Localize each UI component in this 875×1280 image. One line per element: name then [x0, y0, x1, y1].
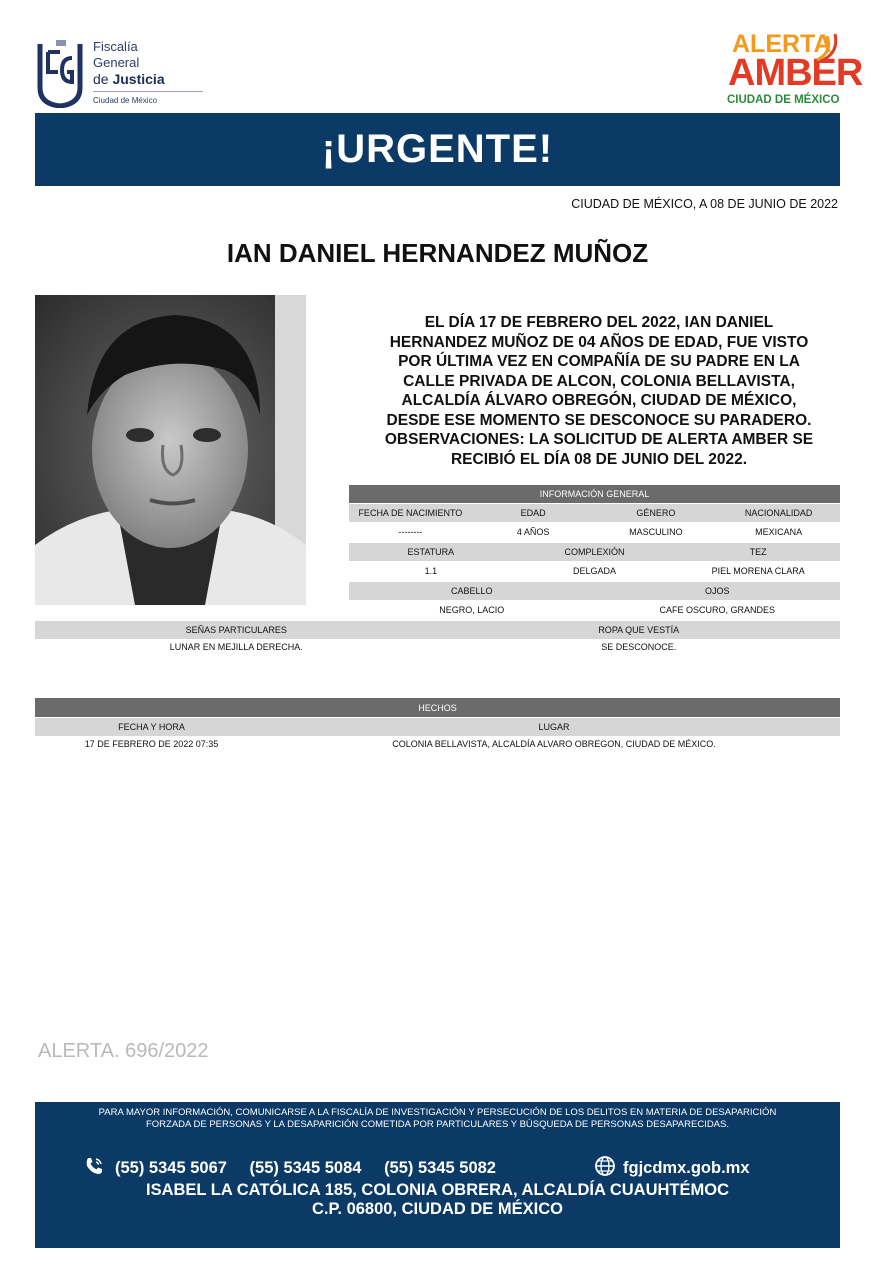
address-line1: ISABEL LA CATÓLICA 185, COLONIA OBRERA, ALCALDÍA CUAUHTÉMOC — [145, 1181, 729, 1199]
header-birthdate: FECHA DE NACIMIENTO — [358, 508, 463, 518]
footer-info-line2: FORZADA DE PERSONAS Y LA DESAPARICIÓN COMETIDA POR PARTICULARES Y BÚSQUEDA DE PERSONAS DESAPARECIDAS. — [145, 1119, 729, 1130]
header-place: LUGAR — [538, 722, 570, 732]
phone-icon — [83, 1155, 105, 1177]
case-description — [360, 313, 838, 469]
value-birthdate: -------- — [398, 527, 423, 537]
header-height: ESTATURA — [407, 547, 455, 557]
value-height: 1.1 — [424, 566, 438, 576]
footer-info-line1: PARA MAYOR INFORMACIÓN, COMUNICARSE A LA FISCALÍA DE INVESTIGACIÓN Y PERSECUCIÓN DE LOS DELITOS EN MATERIA DE DESAPARICIÓN — [98, 1107, 777, 1118]
person-name: IAN DANIEL HERNANDEZ MUÑOZ — [226, 238, 649, 268]
description-line: HERNANDEZ MUÑOZ DE 04 AÑOS DE EDAD, FUE VISTO — [389, 333, 809, 351]
amber-line1: ALERTA — [732, 30, 832, 58]
fgj-subtitle: Ciudad de México — [93, 96, 158, 105]
fgj-line2: General — [93, 55, 140, 70]
info-row3-headers — [349, 582, 840, 600]
amber-line2: AMBER — [728, 52, 863, 94]
header-clothing: ROPA QUE VESTÍA — [598, 625, 680, 635]
description-line: ALCALDÍA ÁLVARO OBREGÓN, CIUDAD DE MÉXICO, — [401, 392, 797, 409]
value-eyes: CAFE OSCURO, GRANDES — [659, 605, 775, 615]
amber-line3: CIUDAD DE MÉXICO — [727, 94, 840, 106]
dateline: CIUDAD DE MÉXICO, A 08 DE JUNIO DE 2022 — [571, 197, 838, 211]
fgj-line1: Fiscalía — [93, 39, 138, 54]
phone-numbers — [115, 1159, 514, 1178]
website-link[interactable]: fgjcdmx.gob.mx — [623, 1159, 750, 1177]
value-build: DELGADA — [573, 566, 617, 576]
alert-number: ALERTA. 696/2022 — [38, 1040, 209, 1062]
value-gender: MASCULINO — [629, 527, 683, 537]
info-row1-values — [349, 523, 840, 541]
info-row4-headers — [35, 621, 840, 639]
value-place: COLONIA BELLAVISTA, ALCALDÍA ALVARO OBREGON, CIUDAD DE MÉXICO. — [392, 739, 716, 749]
header-hair: CABELLO — [450, 586, 493, 596]
hechos-title-row — [35, 698, 840, 717]
fgj-line3-prefix: de — [93, 71, 113, 87]
header-age: EDAD — [520, 508, 546, 518]
value-marks: LUNAR EN MEJILLA DERECHA. — [169, 642, 303, 652]
info-row2-values — [349, 562, 840, 580]
header-datetime: FECHA Y HORA — [118, 722, 185, 732]
info-row1-headers — [349, 504, 840, 522]
fgj-logo — [36, 36, 186, 110]
phone-number[interactable]: (55) 5345 5082 — [384, 1159, 496, 1177]
fgj-line3-bold: Justicia — [112, 71, 165, 87]
address-line2: C.P. 06800, CIUDAD DE MÉXICO — [312, 1200, 563, 1218]
fgj-line3 — [93, 72, 165, 86]
phone-number[interactable]: (55) 5345 5067 — [115, 1159, 227, 1177]
value-nationality: MEXICANA — [755, 527, 803, 537]
hechos-title: HECHOS — [418, 702, 457, 713]
description-line: DESDE ESE MOMENTO SE DESCONOCE SU PARADERO. — [386, 411, 812, 429]
value-skin: PIEL MORENA CLARA — [711, 566, 805, 576]
description-line: CALLE PRIVADA DE ALCON, COLONIA BELLAVISTA, — [403, 372, 795, 390]
value-datetime: 17 DE FEBRERO DE 2022 07:35 — [84, 739, 219, 749]
value-hair: NEGRO, LACIO — [439, 605, 505, 615]
value-clothing: SE DESCONOCE. — [601, 642, 677, 652]
hechos-values — [35, 737, 840, 751]
header-eyes: OJOS — [704, 586, 730, 596]
globe-icon — [593, 1154, 617, 1178]
info-row2-headers — [349, 543, 840, 561]
header-gender: GÉNERO — [636, 508, 676, 518]
urgent-banner — [35, 113, 840, 186]
amber-logo — [725, 30, 863, 110]
fgj-divider — [93, 91, 203, 92]
info-row3-values — [349, 601, 840, 619]
fgj-logo-icon — [36, 38, 86, 108]
amber-swoosh-icon — [813, 30, 841, 64]
hechos-headers — [35, 718, 840, 736]
description-line: OBSERVACIONES: LA SOLICITUD DE ALERTA AMBER SE — [384, 431, 814, 448]
footer-info — [35, 1107, 840, 1131]
header-build: COMPLEXIÓN — [564, 547, 625, 557]
child-photo-drawing — [35, 295, 306, 605]
header-marks: SEÑAS PARTICULARES — [185, 625, 287, 635]
header-skin: TEZ — [749, 547, 767, 557]
info-title-row — [349, 485, 840, 503]
footer — [35, 1102, 840, 1248]
phone-number[interactable]: (55) 5345 5084 — [249, 1159, 362, 1177]
description-line: EL DÍA 17 DE FEBRERO DEL 2022, IAN DANIEL — [424, 314, 774, 331]
urgent-title: ¡URGENTE! — [321, 127, 554, 171]
child-photo — [35, 295, 306, 605]
value-age: 4 AÑOS — [516, 527, 550, 537]
description-line: POR ÚLTIMA VEZ EN COMPAÑÍA DE SU PADRE EN LA — [398, 353, 800, 370]
description-line: RECIBIÓ EL DÍA 08 DE JUNIO DEL 2022. — [450, 450, 748, 468]
header-nationality: NACIONALIDAD — [744, 508, 813, 518]
info-row4-values — [35, 640, 840, 654]
info-title: INFORMACIÓN GENERAL — [539, 489, 650, 499]
